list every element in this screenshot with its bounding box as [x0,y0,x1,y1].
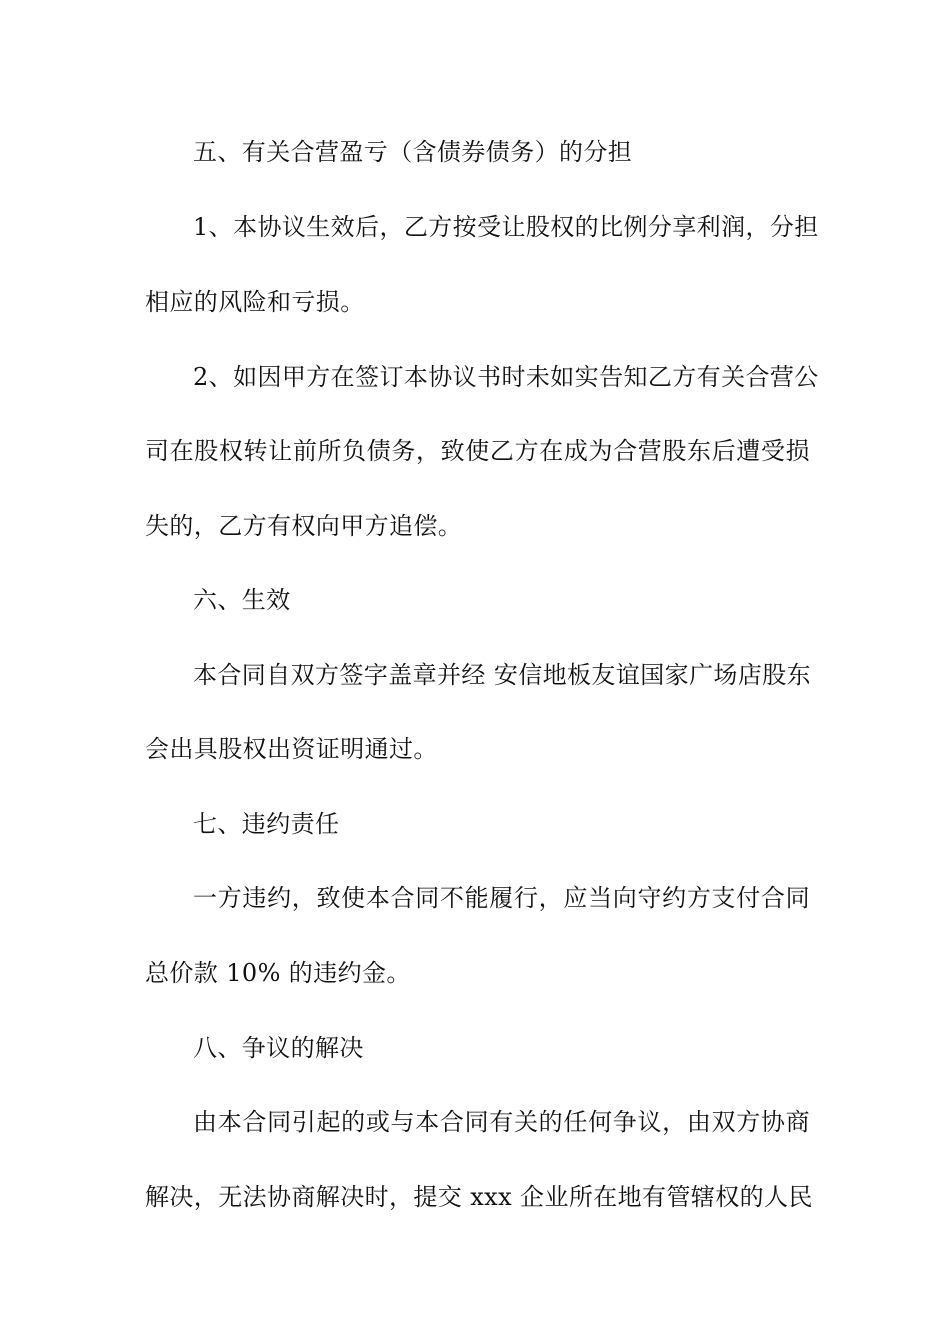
paragraph-line: 2、如因甲方在签订本协议书时未如实告知乙方有关合营公 [193,363,819,391]
section-heading-breach: 七、违约责任 [193,810,340,838]
paragraph-line: 司在股权转让前所负债务，致使乙方在成为合营股东后遭受损 [145,437,810,465]
paragraph-line: 1、本协议生效后，乙方按受让股权的比例分享利润，分担 [193,213,819,241]
paragraph-line: 本合同自双方签字盖章并经 安信地板友谊国家广场店股东 [193,661,812,689]
paragraph-line: 会出具股权出资证明通过。 [145,735,438,763]
paragraph-line: 失的，乙方有权向甲方追偿。 [145,512,463,540]
paragraph-line: 相应的风险和亏损。 [145,288,365,316]
paragraph-line: 一方违约，致使本合同不能履行，应当向守约方支付合同 [193,884,810,912]
paragraph-line: 由本合同引起的或与本合同有关的任何争议，由双方协商 [193,1108,810,1136]
section-heading-profit-loss: 五、有关合营盈亏（含债券债务）的分担 [193,138,633,166]
section-heading-dispute: 八、争议的解决 [193,1034,364,1062]
paragraph-line: 总价款 10% 的违约金。 [145,959,411,987]
paragraph-line: 解决，无法协商解决时，提交 xxx 企业所在地有管辖权的人民 [145,1183,813,1211]
section-heading-effect: 六、生效 [193,586,291,614]
